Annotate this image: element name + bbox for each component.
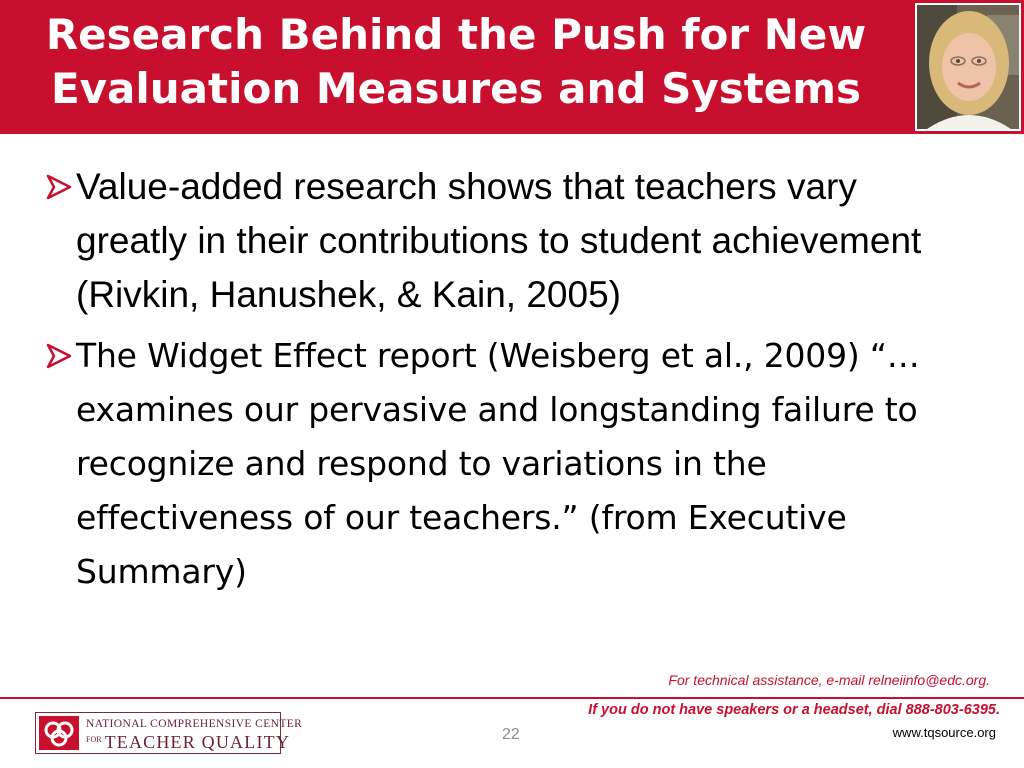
logo-for: FOR [86, 735, 102, 744]
presenter-photo [915, 3, 1021, 131]
slide-title-line-1: Research Behind the Push for New [45, 10, 867, 59]
slide-number: 22 [502, 726, 520, 743]
arrow-bullet-icon [46, 343, 72, 369]
dial-in-note: If you do not have speakers or a headset, dial 888-803-6395. [588, 702, 1000, 718]
technical-assistance-note: For technical assistance, e-mail relneiinfo@edc.org. [668, 672, 990, 688]
logo-line-2 [86, 732, 290, 753]
title-banner [0, 0, 1024, 134]
slide-title-line-2: Evaluation Measures and Systems [50, 64, 862, 113]
footer-divider [0, 697, 1024, 699]
knot-logo-icon [39, 716, 79, 750]
slide-body [46, 160, 976, 599]
website-url[interactable]: www.tqsource.org [892, 725, 996, 740]
arrow-bullet-icon [46, 174, 72, 200]
logo-teacher-quality: TEACHER QUALITY [104, 732, 291, 752]
bullet-text: Value-added research shows that teachers vary greatly in their contributions to student achievement (Rivkin, Hanushek, & Kain, 2005) [76, 166, 922, 315]
bullet-text: The Widget Effect report (Weisberg et al., 2009) “…examines our pervasive and longstanding failure to recognize and respond to variations in the effectiveness of our teachers.” (from Executive Summary) [76, 336, 920, 591]
presenter-portrait [917, 5, 1019, 129]
ncctq-logo [35, 712, 303, 754]
slide-title [0, 8, 912, 116]
bullet-item [46, 329, 976, 599]
bullet-item [46, 160, 976, 322]
logo-line-1: NATIONAL COMPREHENSIVE CENTER [86, 718, 303, 730]
